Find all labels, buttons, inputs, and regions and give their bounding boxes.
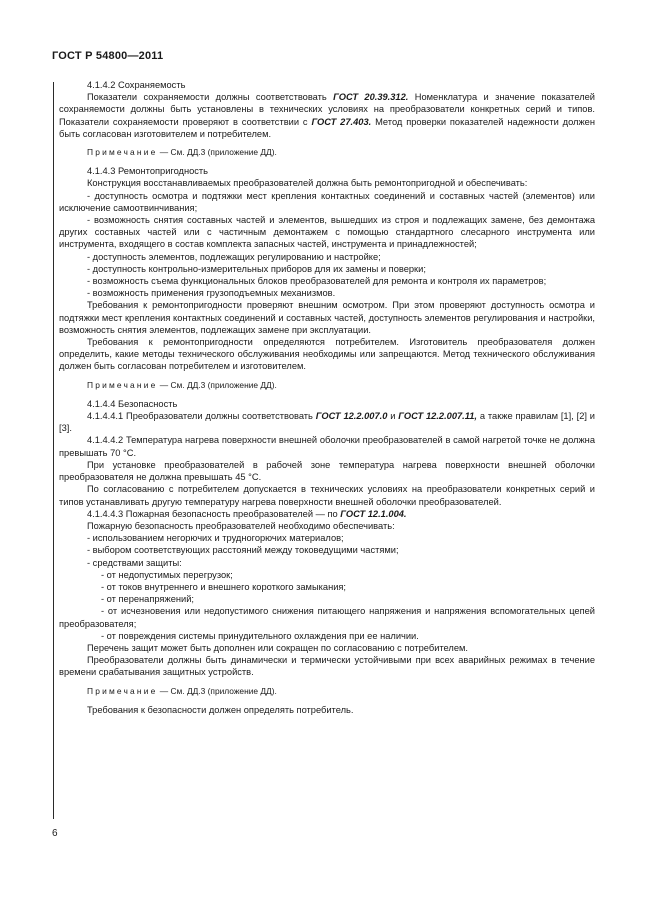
note: Примечание — См. ДД.3 (приложение ДД).	[87, 685, 277, 696]
list-item: - возможность съема функциональных блоков преобразователей для ремонта и контроля их параметров;	[87, 276, 547, 287]
sub-list-item: - от токов внутреннего и внешнего короткого замыкания;	[101, 581, 347, 592]
section-title-4-1-4-3: 4.1.4.3 Ремонтопригодность	[87, 166, 209, 177]
paragraph: Требования к ремонтопригодности определяются потребителем. Изготовитель преобразователя должен определить, какие методы технического обслуживания необходимы или запрещаются. Метод технического обслуживания должен быть согласован потребителем и изготовителем.	[59, 337, 595, 372]
sub-list-item: - от перенапряжений;	[101, 594, 194, 605]
list-item: - доступность контрольно-измерительных приборов для их замены и поверки;	[87, 263, 426, 274]
paragraph: 4.1.4.4.3 Пожарная безопасность преобразователей — по ГОСТ 12.1.004.	[87, 508, 407, 519]
document-header: ГОСТ Р 54800—2011	[52, 50, 164, 62]
paragraph: Перечень защит может быть дополнен или сокращен по согласованию с потребителем.	[87, 642, 468, 653]
standard-reference: ГОСТ 12.2.007.0	[315, 411, 388, 422]
paragraph: Конструкция восстанавливаемых преобразователей должна быть ремонтопригодной и обеспечивать:	[87, 178, 528, 189]
section-title-4-1-4-4: 4.1.4.4 Безопасность	[87, 398, 178, 409]
list-item: - возможность применения грузоподъемных механизмов.	[87, 288, 336, 299]
paragraph: Требования к ремонтопригодности проверяют внешним осмотром. При этом проверяют доступность осмотра и подтяжки мест крепления контактных соединений и составных частей, доступность элементов регулирования и настройки, возможность снятия элементов, подлежащих замене при эксплуатации.	[59, 300, 595, 335]
standard-reference: ГОСТ 20.39.312.	[333, 92, 409, 103]
standard-reference: ГОСТ 12.1.004.	[340, 508, 407, 519]
paragraph: По согласованию с потребителем допускается в технических условиях на преобразователи конкретных серий и типов устанавливать другую температуру нагрева поверхности внешней оболочки преобразователей.	[59, 484, 595, 507]
sub-list-item: - от недопустимых перегрузок;	[101, 569, 233, 580]
list-item: - возможность снятия составных частей и элементов, вышедших из строя и подлежащих замене, без демонтажа других составных частей или с частичным демонтажем с помощью стандартного слесарного инструмента или инструмента, входящего в состав комплекта запасных частей, инструмента и принадлежностей;	[59, 215, 595, 250]
paragraph: Показатели сохраняемости должны соответствовать ГОСТ 20.39.312. Номенклатура и значение показателей сохраняемости должны быть установлены в технических условиях на преобразователи конкретных серий и типов. Показатели сохраняемости проверяют в соответствии с ГОСТ 27.403. Метод проверки показателей надежности должен быть согласован изготовителем и потребителем.	[59, 92, 595, 139]
list-item: - доступность осмотра и подтяжки мест крепления контактных соединений и составных частей (элементов) или исключение самоотвинчивания;	[59, 190, 595, 213]
standard-reference: ГОСТ 12.2.007.11,	[398, 411, 478, 422]
change-bar	[53, 82, 54, 819]
paragraph: Преобразователи должны быть динамически и термически устойчивыми при всех аварийных режимах в течение времени срабатывания защитных устройств.	[59, 655, 595, 678]
note: Примечание — См. ДД.3 (приложение ДД).	[87, 379, 277, 390]
list-item: - использованием негорючих и трудногорючих материалов;	[87, 533, 344, 544]
sub-list-item: - от исчезновения или недопустимого снижения питающего напряжения и напряжения вспомогательных цепей преобразователя;	[59, 606, 595, 629]
sub-list-item: - от повреждения системы принудительного охлаждения при ее наличии.	[101, 630, 419, 641]
paragraph: 4.1.4.4.2 Температура нагрева поверхности внешней оболочки преобразователей в самой нагретой точке не должна превышать 70 °С.	[59, 435, 595, 458]
section-title-4-1-4-2: 4.1.4.2 Сохраняемость	[87, 80, 186, 90]
paragraph: Пожарную безопасность преобразователей необходимо обеспечивать:	[87, 520, 395, 531]
paragraph: 4.1.4.4.1 Преобразователи должны соответствовать ГОСТ 12.2.007.0 и ГОСТ 12.2.007.11, а также правилам [1], [2] и [3].	[59, 411, 595, 434]
list-item: - доступность элементов, подлежащих регулированию и настройке;	[87, 251, 381, 262]
standard-reference: ГОСТ 27.403.	[311, 116, 372, 127]
page-number: 6	[52, 828, 58, 839]
paragraph: Требования к безопасности должен определять потребитель.	[87, 704, 354, 715]
paragraph: При установке преобразователей в рабочей зоне температура нагрева поверхности внешней оболочки преобразователя не должна превышать 45 °С.	[59, 459, 595, 483]
document-body	[59, 79, 595, 716]
list-item: - выбором соответствующих расстояний между токоведущими частями;	[87, 545, 399, 556]
note: Примечание — См. ДД.3 (приложение ДД).	[87, 147, 277, 158]
list-item: - средствами защиты:	[87, 557, 182, 568]
